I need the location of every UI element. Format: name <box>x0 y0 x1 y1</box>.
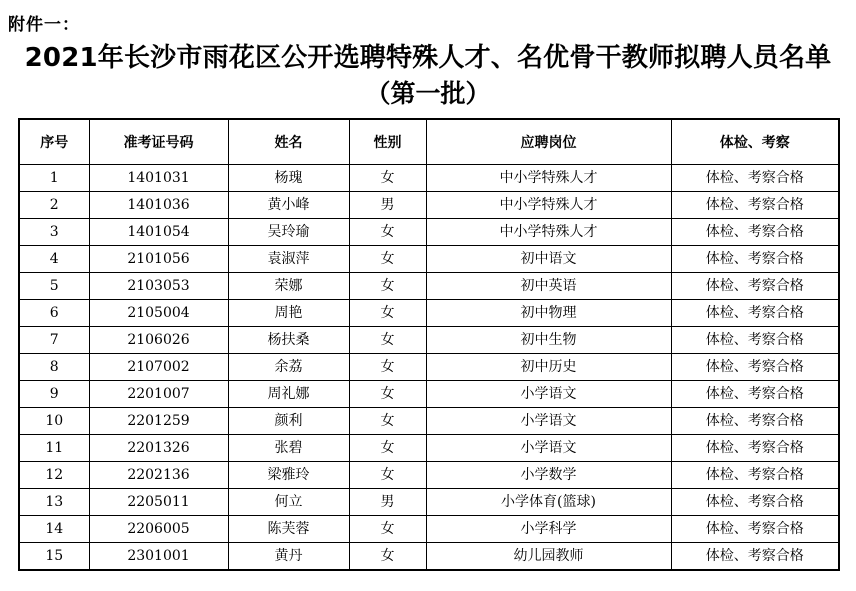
table-row <box>19 516 839 543</box>
cell-name: 周艳 <box>228 300 349 327</box>
table-row <box>19 246 839 273</box>
table-row <box>19 381 839 408</box>
cell-name: 杨瑰 <box>228 165 349 192</box>
cell-serial: 14 <box>19 516 89 543</box>
cell-serial: 2 <box>19 192 89 219</box>
cell-exam-number: 2101056 <box>89 246 228 273</box>
cell-name: 张碧 <box>228 435 349 462</box>
cell-position: 小学语文 <box>426 408 671 435</box>
cell-serial: 7 <box>19 327 89 354</box>
cell-serial: 4 <box>19 246 89 273</box>
cell-position: 初中历史 <box>426 354 671 381</box>
cell-exam-number: 2107002 <box>89 354 228 381</box>
cell-result: 体检、考察合格 <box>671 435 839 462</box>
cell-name: 黄丹 <box>228 543 349 571</box>
cell-serial: 1 <box>19 165 89 192</box>
cell-exam-number: 2201007 <box>89 381 228 408</box>
cell-result: 体检、考察合格 <box>671 273 839 300</box>
cell-serial: 6 <box>19 300 89 327</box>
cell-exam-number: 1401054 <box>89 219 228 246</box>
cell-gender: 女 <box>349 246 426 273</box>
cell-exam-number: 2106026 <box>89 327 228 354</box>
cell-name: 周礼娜 <box>228 381 349 408</box>
cell-serial: 15 <box>19 543 89 571</box>
cell-exam-number: 1401031 <box>89 165 228 192</box>
table-row <box>19 327 839 354</box>
table-row <box>19 219 839 246</box>
cell-name: 杨扶桑 <box>228 327 349 354</box>
cell-serial: 10 <box>19 408 89 435</box>
cell-position: 初中语文 <box>426 246 671 273</box>
cell-gender: 女 <box>349 381 426 408</box>
cell-gender: 女 <box>349 165 426 192</box>
cell-name: 黄小峰 <box>228 192 349 219</box>
cell-position: 小学体育(篮球) <box>426 489 671 516</box>
cell-name: 何立 <box>228 489 349 516</box>
header-name: 姓名 <box>228 119 349 165</box>
cell-gender: 男 <box>349 192 426 219</box>
cell-position: 中小学特殊人才 <box>426 219 671 246</box>
cell-exam-number: 2206005 <box>89 516 228 543</box>
cell-gender: 女 <box>349 327 426 354</box>
table-row <box>19 543 839 571</box>
header-serial: 序号 <box>19 119 89 165</box>
table-row <box>19 489 839 516</box>
cell-name: 陈芙蓉 <box>228 516 349 543</box>
cell-name: 荣娜 <box>228 273 349 300</box>
table-row <box>19 192 839 219</box>
cell-result: 体检、考察合格 <box>671 543 839 571</box>
cell-position: 小学语文 <box>426 381 671 408</box>
table-row <box>19 273 839 300</box>
cell-exam-number: 2201326 <box>89 435 228 462</box>
cell-position: 小学语文 <box>426 435 671 462</box>
cell-result: 体检、考察合格 <box>671 165 839 192</box>
cell-result: 体检、考察合格 <box>671 300 839 327</box>
cell-name: 余荔 <box>228 354 349 381</box>
cell-result: 体检、考察合格 <box>671 219 839 246</box>
cell-name: 吴玲瑜 <box>228 219 349 246</box>
header-position: 应聘岗位 <box>426 119 671 165</box>
header-result: 体检、考察 <box>671 119 839 165</box>
table-header-row <box>19 119 839 165</box>
table-row <box>19 408 839 435</box>
cell-position: 中小学特殊人才 <box>426 165 671 192</box>
candidate-table <box>18 118 840 571</box>
document-subtitle: （第一批） <box>365 79 491 108</box>
cell-result: 体检、考察合格 <box>671 246 839 273</box>
cell-serial: 13 <box>19 489 89 516</box>
cell-serial: 5 <box>19 273 89 300</box>
table-row <box>19 354 839 381</box>
cell-gender: 男 <box>349 489 426 516</box>
cell-gender: 女 <box>349 516 426 543</box>
cell-result: 体检、考察合格 <box>671 381 839 408</box>
cell-position: 小学数学 <box>426 462 671 489</box>
cell-exam-number: 2301001 <box>89 543 228 571</box>
cell-exam-number: 2105004 <box>89 300 228 327</box>
cell-gender: 女 <box>349 273 426 300</box>
table-body <box>19 165 839 571</box>
cell-serial: 12 <box>19 462 89 489</box>
cell-gender: 女 <box>349 543 426 571</box>
cell-position: 幼儿园教师 <box>426 543 671 571</box>
cell-result: 体检、考察合格 <box>671 516 839 543</box>
cell-name: 梁雅玲 <box>228 462 349 489</box>
document-title: 2021年长沙市雨花区公开选聘特殊人才、名优骨干教师拟聘人员名单 <box>24 43 832 73</box>
cell-result: 体检、考察合格 <box>671 489 839 516</box>
cell-exam-number: 1401036 <box>89 192 228 219</box>
table-row <box>19 165 839 192</box>
cell-gender: 女 <box>349 354 426 381</box>
cell-position: 初中生物 <box>426 327 671 354</box>
cell-name: 颜利 <box>228 408 349 435</box>
table-row <box>19 300 839 327</box>
cell-gender: 女 <box>349 462 426 489</box>
cell-serial: 9 <box>19 381 89 408</box>
cell-gender: 女 <box>349 219 426 246</box>
cell-name: 袁淑萍 <box>228 246 349 273</box>
header-exam-number: 准考证号码 <box>89 119 228 165</box>
cell-position: 初中英语 <box>426 273 671 300</box>
cell-result: 体检、考察合格 <box>671 327 839 354</box>
cell-position: 小学科学 <box>426 516 671 543</box>
cell-exam-number: 2103053 <box>89 273 228 300</box>
cell-result: 体检、考察合格 <box>671 192 839 219</box>
cell-exam-number: 2201259 <box>89 408 228 435</box>
cell-result: 体检、考察合格 <box>671 354 839 381</box>
cell-position: 中小学特殊人才 <box>426 192 671 219</box>
cell-gender: 女 <box>349 435 426 462</box>
table-row <box>19 462 839 489</box>
cell-result: 体检、考察合格 <box>671 462 839 489</box>
cell-serial: 3 <box>19 219 89 246</box>
cell-gender: 女 <box>349 300 426 327</box>
cell-exam-number: 2205011 <box>89 489 228 516</box>
cell-position: 初中物理 <box>426 300 671 327</box>
table-row <box>19 435 839 462</box>
cell-result: 体检、考察合格 <box>671 408 839 435</box>
cell-gender: 女 <box>349 408 426 435</box>
header-gender: 性别 <box>349 119 426 165</box>
cell-serial: 11 <box>19 435 89 462</box>
cell-exam-number: 2202136 <box>89 462 228 489</box>
attachment-label: 附件一： <box>8 15 80 35</box>
cell-serial: 8 <box>19 354 89 381</box>
